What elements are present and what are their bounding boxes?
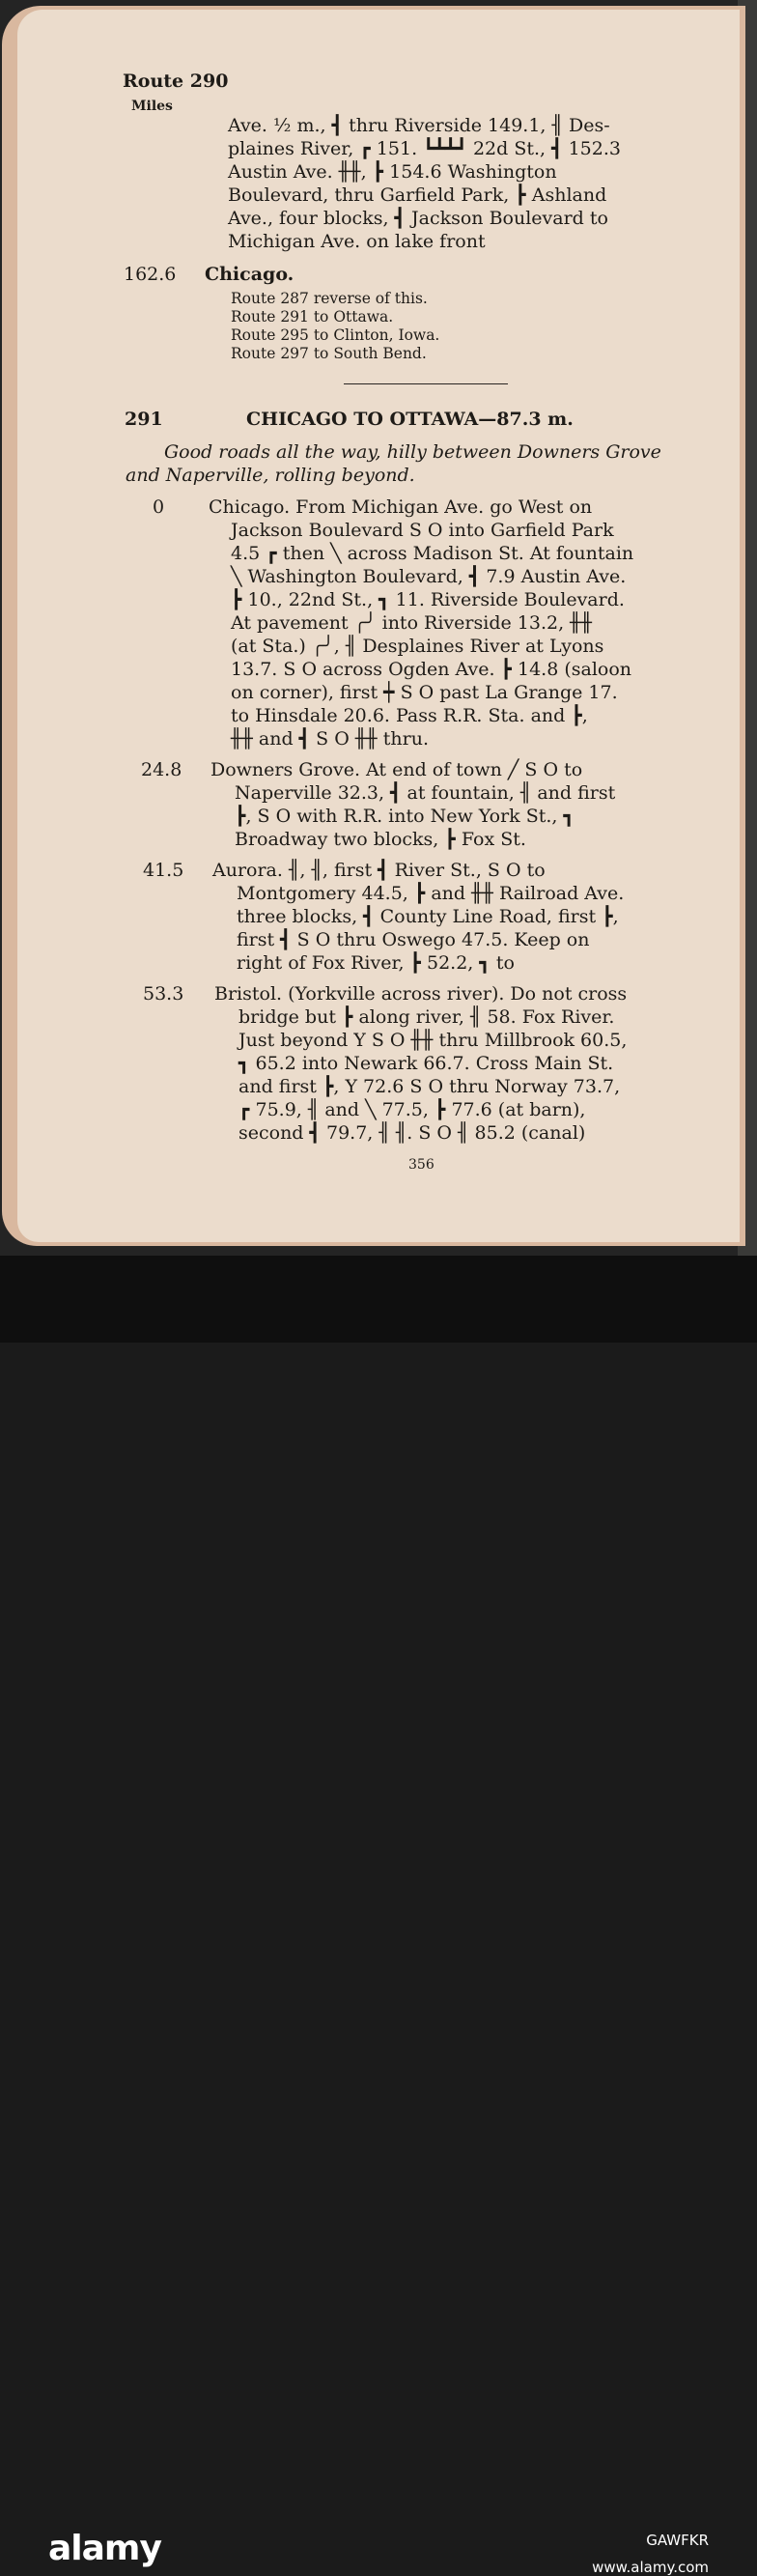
scanned-page-area: [0, 0, 757, 1256]
image-id: GAWFKR: [646, 2532, 709, 2549]
site-url[interactable]: www.alamy.com: [592, 2559, 709, 2576]
destination-mile: 162.6: [124, 264, 177, 285]
entry-line: bridge but ┣ along river, ╢ 58. Fox River.: [238, 1006, 615, 1028]
route-290-line: Boulevard, thru Garfield Park, ┣ Ashland: [228, 184, 607, 206]
entry-line: right of Fox River, ┣ 52.2, ┓ to: [237, 952, 515, 974]
entry-mile: 41.5: [143, 860, 184, 881]
entry-mile: 24.8: [141, 759, 182, 780]
destination-name: Chicago.: [205, 264, 294, 285]
route-290-line: Austin Ave. ╫╫, ┣ 154.6 Washington: [228, 161, 557, 183]
entry-line: three blocks, ┫ County Line Road, first ┣,: [237, 906, 619, 927]
route-reference: Route 295 to Clinton, Iowa.: [231, 326, 440, 344]
entry-line: ┏ 75.9, ╢ and ╲ 77.5, ┣ 77.6 (at barn),: [238, 1099, 586, 1120]
entry-line: (at Sta.) ╭╯, ╢ Desplaines River at Lyons: [231, 636, 604, 657]
route-290-line: plaines River, ┏ 151. ┗┻┻┛ 22d St., ┫ 152.3: [228, 138, 621, 159]
route-290-line: Ave., four blocks, ┫ Jackson Boulevard to: [228, 208, 608, 229]
entry-line: ┣, S O with R.R. into New York St., ┓: [235, 806, 575, 827]
miles-label: Miles: [131, 99, 173, 114]
route-number: 291: [125, 409, 163, 430]
entry-line: At pavement ╭╯ into Riverside 13.2, ╫╫: [231, 612, 593, 634]
entry-line: second ┫ 79.7, ╢ ╢. S O ╢ 85.2 (canal): [238, 1122, 586, 1144]
entry-line: Bristol. (Yorkville across river). Do not cross: [214, 983, 628, 1005]
footer-bar: [0, 1256, 757, 2576]
entry-line: Downers Grove. At end of town ╱ S O to: [210, 759, 583, 780]
entry-line: 4.5 ┏ then ╲ across Madison St. At fountain: [231, 543, 634, 564]
entry-line: ╲ Washington Boulevard, ┫ 7.9 Austin Ave.: [231, 566, 627, 587]
entry-line: Chicago. From Michigan Ave. go West on: [209, 496, 593, 518]
entry-line: Aurora. ╢, ╢, first ┫ River St., S O to: [212, 860, 546, 881]
entry-mile: 0: [153, 496, 165, 518]
route-reference: Route 297 to South Bend.: [231, 345, 427, 362]
entry-line: ┓ 65.2 into Newark 66.7. Cross Main St.: [238, 1053, 614, 1074]
entry-line: Naperville 32.3, ┫ at fountain, ╢ and first: [235, 782, 616, 804]
route-intro: and Naperville, rolling beyond.: [126, 465, 415, 486]
section-divider: [344, 383, 508, 384]
route-intro: Good roads all the way, hilly between Downers Grove: [164, 441, 661, 463]
route-290-line: Ave. ½ m., ┫ thru Riverside 149.1, ╢ Des-: [228, 115, 610, 136]
entry-line: first ┫ S O thru Oswego 47.5. Keep on: [237, 929, 590, 950]
entry-line: to Hinsdale 20.6. Pass R.R. Sta. and ┣,: [231, 705, 588, 726]
entry-line: Jackson Boulevard S O into Garfield Park: [231, 520, 614, 541]
alamy-logo[interactable]: alamy: [48, 2529, 161, 2568]
route-title: CHICAGO TO OTTAWA—87.3 m.: [246, 409, 574, 430]
book-page: [17, 10, 740, 1242]
entry-line: Montgomery 44.5, ┣ and ╫╫ Railroad Ave.: [237, 883, 625, 904]
entry-mile: 53.3: [143, 983, 184, 1005]
entry-line: Broadway two blocks, ┣ Fox St.: [235, 829, 526, 850]
route-290-line: Michigan Ave. on lake front: [228, 231, 486, 252]
entry-line: ┣ 10., 22nd St., ┓ 11. Riverside Boulevard.: [231, 589, 625, 610]
entry-line: and first ┣, Y 72.6 S O thru Norway 73.7,: [238, 1076, 621, 1097]
entry-line: 13.7. S O across Ogden Ave. ┣ 14.8 (saloon: [231, 659, 632, 680]
route-header: Route 290: [123, 71, 229, 92]
page-number: 356: [408, 1157, 435, 1173]
entry-line: Just beyond Y S O ╫╫ thru Millbrook 60.5,: [238, 1030, 628, 1051]
route-reference: Route 287 reverse of this.: [231, 290, 428, 307]
entry-line: ╫╫ and ┫ S O ╫╫ thru.: [231, 728, 429, 750]
route-reference: Route 291 to Ottawa.: [231, 308, 394, 326]
entry-line: on corner), first ┿ S O past La Grange 17.: [231, 682, 618, 703]
